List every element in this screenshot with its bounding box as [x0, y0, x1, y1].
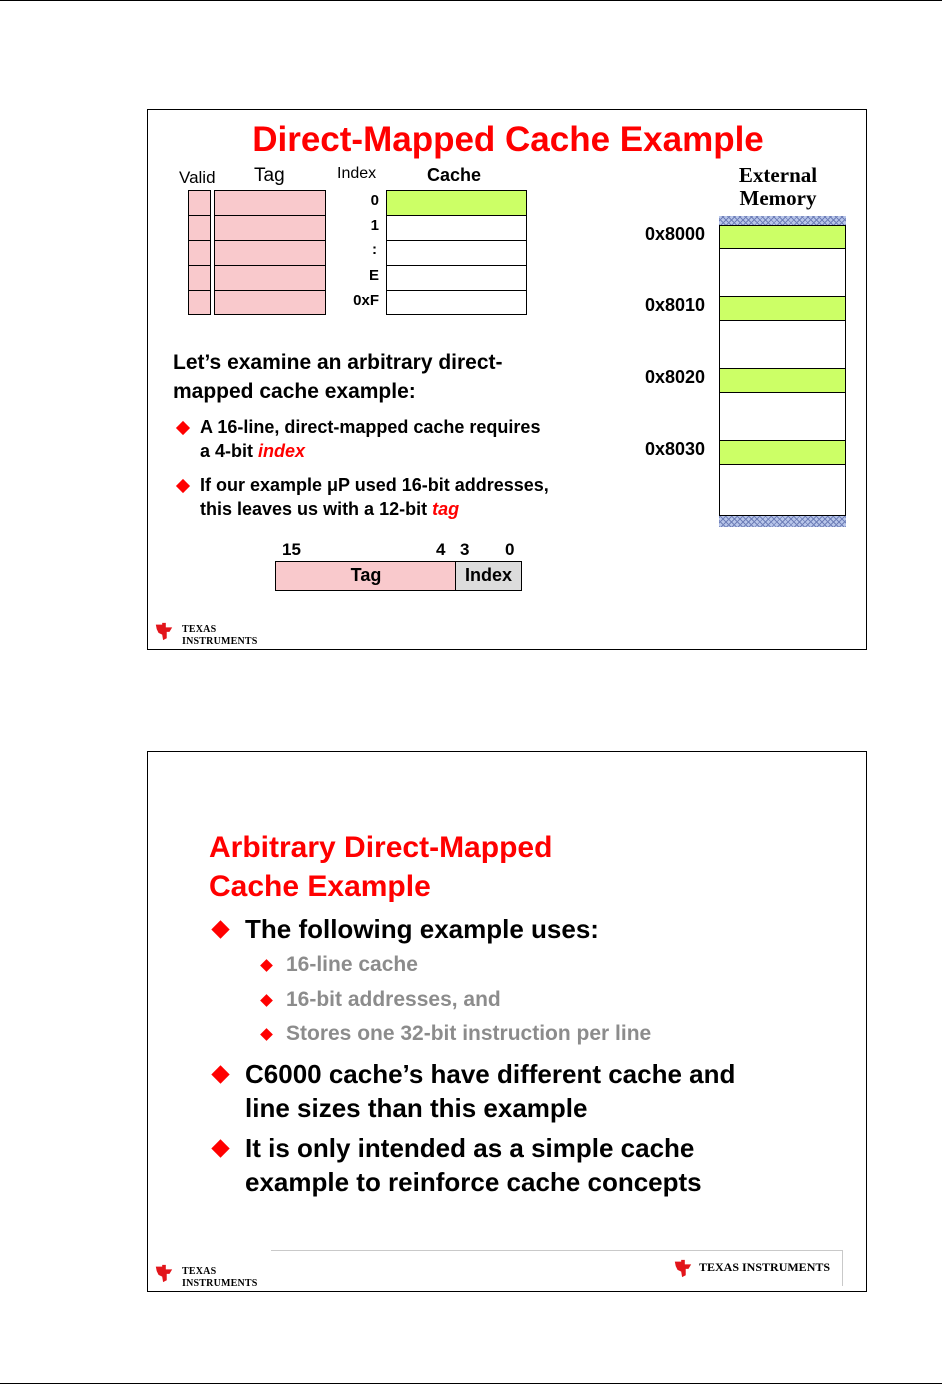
memory-gap: [719, 248, 846, 297]
bullet-index-line1: A 16-line, direct-mapped cache requires: [200, 417, 541, 437]
bullet-diamond-icon: [176, 479, 190, 493]
valid-cell: [188, 215, 211, 241]
bullet-diamond-icon: [211, 1065, 229, 1083]
index-label: 1: [370, 217, 379, 234]
memory-title-line1: External: [738, 163, 818, 187]
memory-hatch-top: [719, 216, 846, 225]
tag-cell: [214, 190, 326, 216]
cache-header: Cache: [427, 165, 482, 185]
sub-bullet-item: Stores one 32-bit instruction per line: [286, 1022, 652, 1045]
external-memory-block: [719, 216, 846, 527]
ti-logo-line2: INSTRUMENTS: [182, 1278, 258, 1289]
intro-line-1: Let’s examine an arbitrary direct-: [173, 351, 503, 374]
slide-arbitrary-example: [147, 751, 867, 1292]
address-tag-field: Tag: [275, 561, 457, 591]
intro-text: [173, 348, 503, 406]
memory-line-0x8000: [719, 225, 846, 249]
memory-line-0x8030: [719, 440, 846, 465]
index-label: 0: [370, 192, 379, 209]
memory-line-0x8010: [719, 296, 846, 321]
index-label: E: [368, 267, 379, 284]
cache-line-0: [386, 190, 527, 216]
tag-cell: [214, 290, 326, 315]
ti-logo-icon: [154, 621, 174, 641]
bullet-tag: [200, 473, 549, 521]
sub-bullet-item: 16-bit addresses, and: [286, 988, 501, 1011]
valid-column: [188, 190, 211, 315]
bullet-diamond-icon: [211, 920, 229, 938]
bullet-index-prefix: a 4-bit: [200, 441, 259, 461]
ti-logo-line2: INSTRUMENTS: [182, 636, 258, 647]
cache-line: [386, 215, 527, 241]
cache-line: [386, 240, 527, 266]
bullet-diamond-icon: [176, 421, 190, 435]
tag-header: Tag: [254, 165, 285, 186]
slide2-bullet-2-line1: C6000 cache’s have different cache and: [245, 1059, 736, 1089]
memory-title-line2: Memory: [739, 186, 817, 210]
valid-cell: [188, 240, 211, 266]
valid-cell: [188, 190, 211, 216]
memory-gap: [719, 464, 846, 516]
slide2-title-line2: Cache Example: [209, 870, 431, 903]
bullet-tag-line1: If our example μP used 16-bit addresses,: [200, 475, 549, 495]
slide2-bullet-3-line2: example to reinforce cache concepts: [245, 1167, 702, 1197]
ti-banner-logo-icon: [673, 1258, 693, 1278]
sub-bullet-diamond-icon: [260, 1028, 273, 1041]
slide2-title: [209, 828, 552, 906]
slide2-bullet-1: The following example uses:: [245, 914, 599, 944]
bullet-index: [200, 415, 540, 463]
sub-bullet-diamond-icon: [260, 959, 273, 972]
bullet-index-line2: [200, 439, 540, 463]
page-top-rule: [0, 0, 942, 1]
memory-title: [708, 164, 848, 210]
bullet-diamond-icon: [211, 1139, 229, 1157]
memory-address-label: 0x8000: [645, 224, 706, 244]
memory-gap: [719, 392, 846, 441]
index-label: 0xF: [353, 292, 379, 309]
index-label: :: [372, 241, 377, 258]
intro-line-2: mapped cache example:: [173, 380, 416, 403]
tag-cell: [214, 265, 326, 291]
memory-line-0x8020: [719, 368, 846, 393]
valid-cell: [188, 265, 211, 291]
memory-gap: [719, 320, 846, 369]
cache-line: [386, 290, 527, 315]
slide2-bullet-2-line2: line sizes than this example: [245, 1093, 588, 1123]
slide2-title-line1: Arbitrary Direct-Mapped: [209, 831, 553, 864]
slide-direct-mapped-cache: [147, 109, 867, 650]
ti-banner-text: TEXAS INSTRUMENTS: [699, 1260, 831, 1274]
valid-header: Valid: [179, 168, 216, 187]
address-index-field: Index: [455, 561, 522, 591]
memory-hatch-bottom: [719, 516, 846, 527]
footer-banner: [271, 1250, 843, 1286]
bullet-tag-line2: [200, 497, 549, 521]
tag-cell: [214, 215, 326, 241]
sub-bullet-item: 16-line cache: [286, 953, 418, 976]
sub-bullet-diamond-icon: [260, 994, 273, 1007]
slide2-bullet-3: [245, 1131, 702, 1199]
cache-line: [386, 265, 527, 291]
bit-15: 15: [282, 540, 301, 559]
cache-column: [386, 190, 527, 315]
memory-address-label: 0x8030: [645, 439, 706, 459]
valid-cell: [188, 290, 211, 315]
ti-logo-icon: [154, 1263, 174, 1283]
index-emphasis: index: [258, 441, 306, 461]
bit-3: 3: [460, 540, 470, 559]
slide2-bullet-2: [245, 1057, 735, 1125]
memory-address-label: 0x8010: [645, 295, 706, 315]
slide-title: Direct-Mapped Cache Example: [252, 120, 764, 159]
ti-logo-text: [182, 624, 258, 648]
slide2-bullet-3-line1: It is only intended as a simple cache: [245, 1133, 695, 1163]
tag-emphasis: tag: [432, 499, 460, 519]
bit-0: 0: [505, 540, 515, 559]
ti-logo-text: [182, 1266, 258, 1290]
bullet-tag-prefix: this leaves us with a 12-bit: [200, 499, 433, 519]
bit-4: 4: [436, 540, 446, 559]
ti-logo-line1: TEXAS: [182, 624, 217, 635]
tag-column: [214, 190, 326, 315]
ti-logo-line1: TEXAS: [182, 1266, 217, 1277]
tag-cell: [214, 240, 326, 266]
index-header: Index: [337, 165, 377, 182]
memory-address-label: 0x8020: [645, 367, 706, 387]
